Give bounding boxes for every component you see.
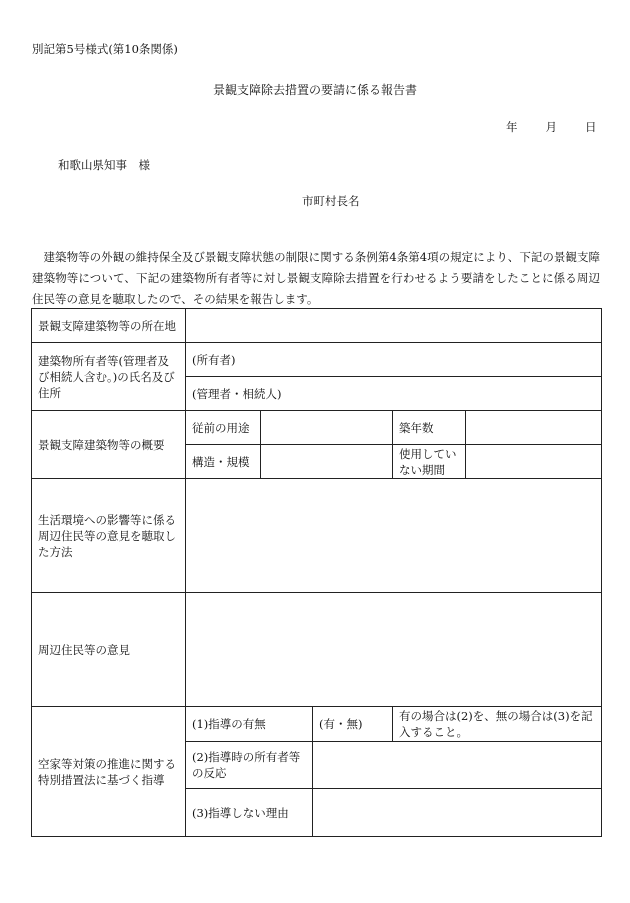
structure-value[interactable] [261,445,393,479]
manager-sub-label: (管理者・相続人) [192,386,282,401]
overview-label: 景観支障建築物等の概要 [32,411,186,479]
unused-period-label: 使用していない期間 [393,445,466,479]
form-number-label: 別記第5号様式(第10条関係) [32,42,178,56]
opinion-value[interactable] [186,593,602,707]
owner-label: 建築物所有者等(管理者及び相続人含む。)の氏名及び住所 [32,343,186,411]
opinion-label: 周辺住民等の意見 [32,593,186,707]
age-label: 築年数 [393,411,466,445]
date-month: 月 [545,120,557,134]
body-text: 建築物等の外観の維持保全及び景観支障状態の制限に関する条例第4条第4項の規定により、下記の景観支障建築物等について、下記の建築物所有者等に対し景観支障除去措置を行わせるよう要請をしたことに係る周辺住民等の意見を聴取したので、その結果を報告します。 [32,250,600,306]
prev-use-value[interactable] [261,411,393,445]
guidance-label: 空家等対策の推進に関する特別措置法に基づく指導 [32,707,186,837]
guidance-presence-choice[interactable]: (有・無) [313,707,393,742]
location-label: 景観支障建築物等の所在地 [32,309,186,343]
method-value[interactable] [186,479,602,593]
body-paragraph [32,247,600,310]
document-title: 景観支障除去措置の要請に係る報告書 [212,83,417,97]
method-label: 生活環境への影響等に係る周辺住民等の意見を聴取した方法 [32,479,186,593]
date-day: 日 [585,120,597,134]
no-guidance-reason-label: (3)指導しない理由 [186,789,313,837]
guidance-presence-note: 有の場合は(2)を、無の場合は(3)を記入すること。 [393,707,602,742]
location-value[interactable] [186,309,602,343]
date-line [506,119,597,135]
no-guidance-reason-value[interactable] [313,789,602,837]
owner-sub-label: (所有者) [192,352,236,367]
unused-period-value[interactable] [466,445,602,479]
guidance-reaction-label: (2)指導時の所有者等の反応 [186,742,313,789]
report-table [31,308,602,837]
author-name: 市町村長名 [302,194,360,208]
guidance-reaction-value[interactable] [313,742,602,789]
recipient: 和歌山県知事 様 [58,158,150,172]
prev-use-label: 従前の用途 [186,411,261,445]
owner-cell[interactable] [186,343,602,377]
guidance-presence-label: (1)指導の有無 [186,707,313,742]
date-year: 年 [506,120,518,134]
age-value[interactable] [466,411,602,445]
manager-cell[interactable] [186,377,602,411]
structure-label: 構造・規模 [186,445,261,479]
